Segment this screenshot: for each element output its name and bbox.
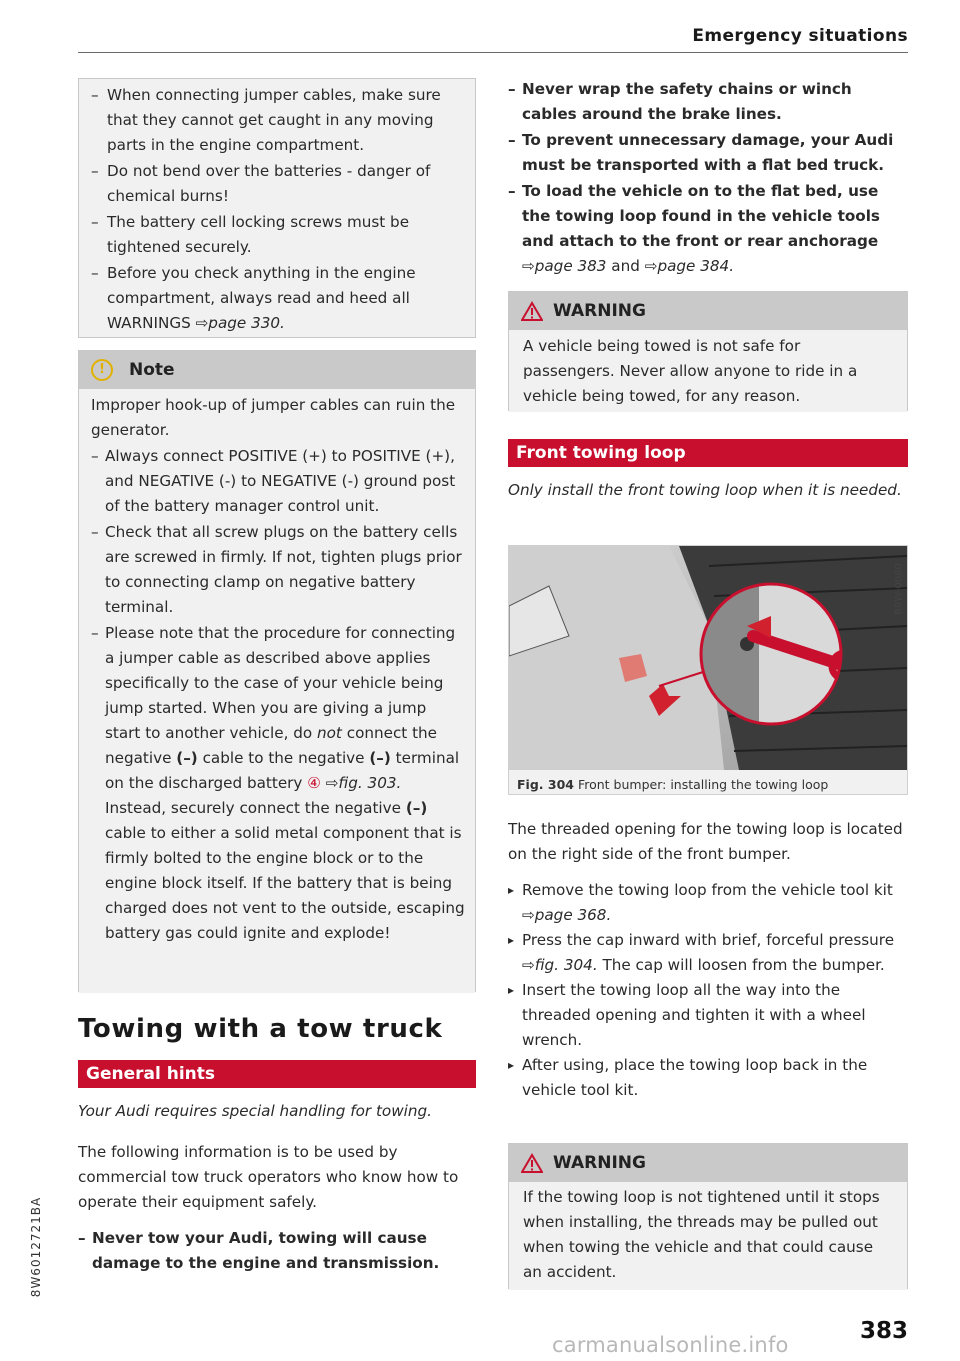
figure-number: Fig. 304 <box>517 777 574 792</box>
step-item: ▸ Insert the towing loop all the way into the threaded opening and tighten it with a wheel wrench. <box>508 978 908 1053</box>
section-header-title: Emergency situations <box>692 26 908 46</box>
installation-steps <box>508 878 908 1103</box>
note-text: cable to either a solid metal component that is firmly bolted to the engine block or to the engine block itself. If the battery that is being charged does not vent to the outside, escaping battery gas could ignite and explode! <box>105 824 465 942</box>
note-text: cable to the negative <box>197 749 370 767</box>
figure-code-text: B8W-0080 <box>893 563 905 615</box>
page-384-link[interactable]: ⇨page 384. <box>644 257 735 275</box>
warning-header <box>509 1144 907 1182</box>
step-text: Remove the towing loop from the vehicle tool kit <box>522 881 893 899</box>
figure-caption-text: Front bumper: installing the towing loop <box>577 777 829 792</box>
transport-text: To load the vehicle on to the flat bed, use the towing loop found in the vehicle tools and attach to the front or rear anchorage <box>522 182 880 250</box>
transport-item: – Never wrap the safety chains or winch cables around the brake lines. <box>508 77 908 127</box>
note-box <box>78 350 476 992</box>
note-text: Please note that the procedure for connecting a jumper cable as described above applies specifically to the case of your vehicle being jump started. When you are giving a jump start to another vehicle, do <box>105 624 456 742</box>
transport-list <box>508 77 908 279</box>
header-divider <box>78 52 908 53</box>
warning-text: If the towing loop is not tightened until it stops when installing, the threads may be pulled out when towing the vehicle and that could cause an accident. <box>523 1188 880 1281</box>
step-item <box>508 878 908 928</box>
note-list <box>91 444 465 946</box>
precautions-list <box>79 79 475 336</box>
document-code <box>26 1182 46 1312</box>
page-number: 383 <box>859 1318 908 1344</box>
step-item: ▸ After using, place the towing loop back in the vehicle tool kit. <box>508 1053 908 1103</box>
fig-303-link[interactable]: ⇨fig. 303. <box>325 774 402 792</box>
note-item <box>91 621 465 946</box>
warning-title: WARNING <box>553 301 646 321</box>
transport-item <box>508 179 908 279</box>
general-hints-bar: General hints <box>78 1060 476 1088</box>
precaution-item: – The battery cell locking screws must be tightened securely. <box>79 210 475 260</box>
precaution-item <box>79 261 475 336</box>
step-text: The cap will loosen from the bumper. <box>597 956 885 974</box>
circled-number-4: ④ <box>307 774 321 792</box>
front-loop-text: The threaded opening for the towing loop is located on the right side of the front bumper. <box>508 820 903 863</box>
note-emph: not <box>317 724 342 742</box>
general-hints-intro: Your Audi requires special handling for towing. <box>78 1102 432 1120</box>
watermark: carmanualsonline.info <box>552 1333 789 1357</box>
warning-box-threads <box>508 1143 908 1289</box>
towing-loop-illustration <box>509 546 907 770</box>
general-hints-text: The following information is to be used by commercial tow truck operators who know how to operate their equipment safely. <box>78 1143 459 1211</box>
tow-warning-list <box>78 1226 476 1276</box>
fig-304-link[interactable]: ⇨fig. 304. <box>522 956 598 974</box>
precaution-last-text: Before you check anything in the engine compartment, always read and heed all WARNINGS <box>107 264 416 332</box>
figure-code <box>893 554 905 624</box>
document-code-text: 8W6012721BA <box>29 1196 43 1298</box>
note-text: Instead, securely connect the negative <box>105 799 406 817</box>
towing-heading: Towing with a tow truck <box>78 1014 443 1044</box>
note-text: connect the negative <box>105 724 438 767</box>
note-title: Note <box>129 360 175 380</box>
page-330-link[interactable]: ⇨page 330. <box>195 314 285 332</box>
and-text: and <box>606 257 645 275</box>
warning-triangle-icon <box>521 1153 543 1173</box>
page-383-link[interactable]: ⇨page 383 <box>522 257 607 275</box>
note-header <box>79 351 475 389</box>
step-text: Press the cap inward with brief, forceful pressure <box>522 931 895 949</box>
warning-body <box>509 1182 907 1290</box>
figure-304 <box>508 545 908 795</box>
transport-item: – To prevent unnecessary damage, your Audi must be transported with a flat bed truck. <box>508 128 908 178</box>
warning-header <box>509 292 907 330</box>
note-item: – Check that all screw plugs on the battery cells are screwed in firmly. If not, tighten plugs prior to connecting clamp on negative battery terminal. <box>91 520 465 620</box>
warning-body <box>509 330 907 412</box>
note-icon: ! <box>91 359 113 381</box>
note-text: terminal on the discharged battery <box>105 749 460 792</box>
precautions-box <box>78 78 476 338</box>
warning-text: A vehicle being towed is not safe for passengers. Never allow anyone to ride in a vehicle being towed, for any reason. <box>523 337 858 405</box>
note-intro: Improper hook-up of jumper cables can ruin the generator. <box>91 396 456 439</box>
warning-title: WARNING <box>553 1153 646 1173</box>
precaution-item: – When connecting jumper cables, make sure that they cannot get caught in any moving parts in the engine compartment. <box>79 83 475 158</box>
warning-triangle-icon <box>521 301 543 321</box>
note-body <box>79 389 475 993</box>
front-towing-loop-bar: Front towing loop <box>508 439 908 467</box>
tow-warning-item: – Never tow your Audi, towing will cause damage to the engine and transmission. <box>78 1226 476 1276</box>
note-item: – Always connect POSITIVE (+) to POSITIVE (+), and NEGATIVE (-) to NEGATIVE (-) ground post of the battery manager control unit. <box>91 444 465 519</box>
warning-box-passengers <box>508 291 908 411</box>
negative-symbol: (–) <box>176 749 198 767</box>
front-loop-intro: Only install the front towing loop when it is needed. <box>508 481 902 499</box>
precaution-item: – Do not bend over the batteries - danger of chemical burns! <box>79 159 475 209</box>
step-item <box>508 928 908 978</box>
negative-symbol: (–) <box>369 749 391 767</box>
negative-symbol: (–) <box>405 799 428 817</box>
page-368-link[interactable]: ⇨page 368. <box>522 906 612 924</box>
figure-caption <box>517 777 828 792</box>
